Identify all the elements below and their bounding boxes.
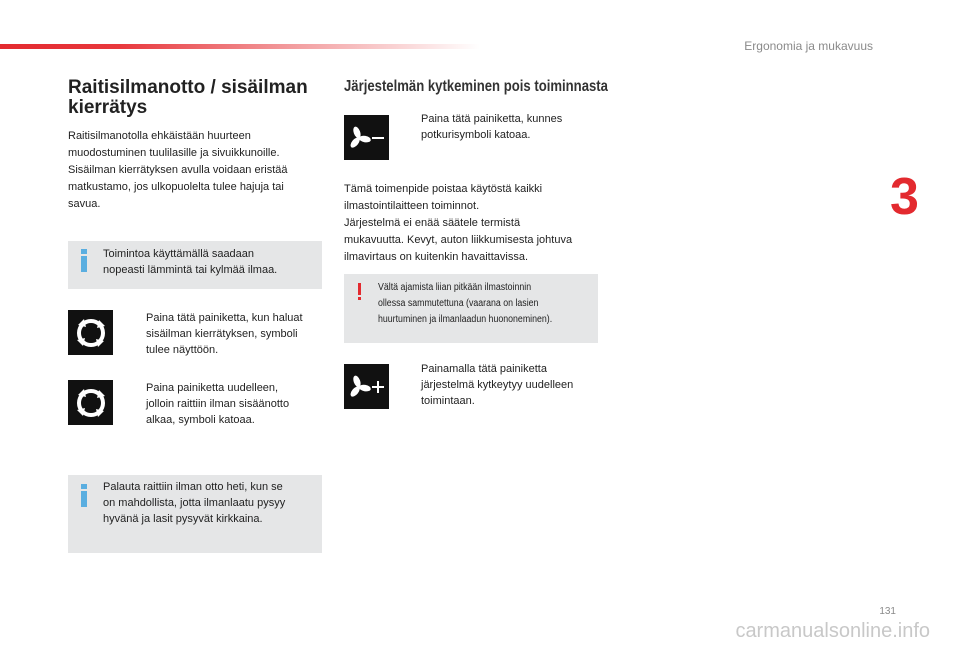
step-text-line: Paina tätä painiketta, kunnes <box>421 113 563 125</box>
left-heading-line1: Raitisilmanotto / sisäilman <box>68 77 308 98</box>
chapter-number: 3 <box>890 168 919 226</box>
info-icon-dot <box>81 484 87 489</box>
right-body-line: Tämä toimenpide poistaa käytöstä kaikki <box>344 183 543 195</box>
info-icon <box>81 256 87 272</box>
left-intro <box>68 128 328 213</box>
step-text <box>146 310 303 358</box>
step-text-line: tulee näyttöön. <box>146 344 219 356</box>
step-text-line: potkurisymboli katoaa. <box>421 129 531 141</box>
warning-icon-dot <box>358 297 361 300</box>
step-text <box>421 111 562 143</box>
step-text <box>146 380 289 428</box>
right-body-line: Järjestelmä ei enää säätele termistä <box>344 217 521 229</box>
right-body-line: mukavuutta. Kevyt, auton liikkumisesta johtuva <box>344 234 573 246</box>
fan-off-button[interactable] <box>344 115 389 160</box>
right-body-line: ilmastointilaitteen toiminnot. <box>344 200 480 212</box>
info-icon <box>81 491 87 507</box>
step-text-line: Paina tätä painiketta, kun haluat <box>146 312 303 324</box>
header-accent-bar <box>0 44 480 49</box>
air-recirculation-icon <box>74 386 108 420</box>
step-text-line: toimintaan. <box>421 395 475 407</box>
info-text-line: Toimintoa käyttämällä saadaan <box>103 248 255 260</box>
right-heading: Järjestelmän kytkeminen pois toiminnasta <box>344 78 608 95</box>
warning-text <box>378 280 602 328</box>
info-text <box>103 246 277 278</box>
right-body-line: ilmavirtaus on kuitenkin havaittavissa. <box>344 251 529 263</box>
warning-text-line: ollessa sammutettuna (vaarana on lasien <box>378 298 539 309</box>
step-text-line: jolloin raittiin ilman sisäänotto <box>146 398 290 410</box>
warning-box <box>344 274 598 343</box>
right-body <box>344 181 604 266</box>
warning-icon <box>358 283 361 295</box>
info-text-line: nopeasti lämmintä tai kylmää ilmaa. <box>103 264 278 276</box>
info-text-line: Palauta raittiin ilman otto heti, kun se <box>103 481 283 493</box>
fan-plus-icon <box>347 372 387 402</box>
info-icon-dot <box>81 249 87 254</box>
warning-text-line: huurtuminen ja ilmanlaadun huononeminen). <box>378 314 553 325</box>
left-intro-line: matkustamo, jos ulkopuolelta tulee hajuja tai <box>68 181 284 193</box>
step-text-line: sisäilman kierrätyksen, symboli <box>146 328 298 340</box>
step-text-line: Painamalla tätä painiketta <box>421 363 547 375</box>
info-text <box>103 479 285 527</box>
left-heading <box>68 78 328 118</box>
step-text-line: järjestelmä kytkeytyy uudelleen <box>421 379 574 391</box>
step-text-line: alkaa, symboli katoaa. <box>146 414 255 426</box>
info-box-fresh-air <box>68 475 322 553</box>
recirculation-button-off[interactable] <box>68 380 113 425</box>
left-heading-line2: kierrätys <box>68 97 148 118</box>
page-number: 131 <box>879 606 896 617</box>
info-box-quick-air <box>68 241 322 289</box>
info-text-line: on mahdollista, jotta ilmanlaatu pysyy <box>103 497 286 509</box>
left-intro-line: muodostuminen tuulilasille ja sivuikkunoille. <box>68 147 280 159</box>
air-recirculation-icon <box>74 316 108 350</box>
left-intro-line: Sisäilman kierrätyksen avulla voidaan eristää <box>68 164 288 176</box>
left-intro-line: savua. <box>68 198 101 210</box>
section-title: Ergonomia ja mukavuus <box>744 39 873 53</box>
step-text-line: Paina painiketta uudelleen, <box>146 382 279 394</box>
info-text-line: hyvänä ja lasit pysyvät kirkkaina. <box>103 513 263 525</box>
fan-on-button[interactable] <box>344 364 389 409</box>
recirculation-button-on[interactable] <box>68 310 113 355</box>
step-text <box>421 361 573 409</box>
warning-text-line: Vältä ajamista liian pitkään ilmastoinnin <box>378 282 532 293</box>
watermark: carmanualsonline.info <box>735 620 930 642</box>
fan-minus-icon <box>347 123 387 153</box>
left-intro-line: Raitisilmanotolla ehkäistään huurteen <box>68 130 251 142</box>
